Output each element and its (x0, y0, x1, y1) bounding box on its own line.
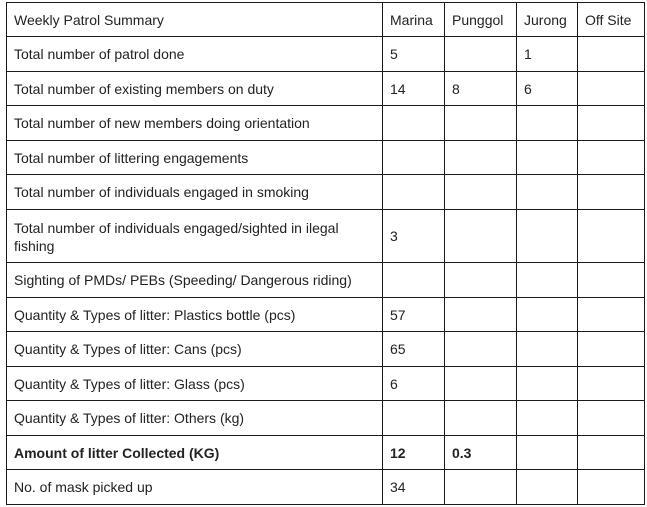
cell-marina (383, 175, 445, 210)
cell-off-site (578, 72, 645, 106)
cell-punggol (445, 37, 517, 72)
row-label: Amount of litter Collected (KG) (7, 436, 383, 470)
table-title: Weekly Patrol Summary (7, 3, 383, 37)
cell-off-site (578, 141, 645, 175)
cell-marina (383, 106, 445, 141)
cell-jurong (517, 367, 578, 401)
cell-punggol (445, 210, 517, 263)
cell-punggol (445, 367, 517, 401)
table-body (7, 3, 645, 505)
cell-marina: 34 (383, 470, 445, 505)
column-header-marina: Marina (383, 3, 445, 37)
cell-marina: 12 (383, 436, 445, 470)
cell-jurong (517, 298, 578, 332)
row-label: Quantity & Types of litter: Others (kg) (7, 401, 383, 436)
cell-jurong (517, 401, 578, 436)
cell-jurong: 1 (517, 37, 578, 72)
cell-punggol (445, 401, 517, 436)
row-label: Total number of patrol done (7, 37, 383, 72)
row-label: Quantity & Types of litter: Cans (pcs) (7, 332, 383, 367)
row-label: Total number of new members doing orientation (7, 106, 383, 141)
cell-marina (383, 401, 445, 436)
table-row (7, 106, 645, 141)
table-row (7, 332, 645, 367)
row-label: No. of mask picked up (7, 470, 383, 505)
cell-jurong (517, 263, 578, 298)
cell-punggol: 0.3 (445, 436, 517, 470)
column-header-jurong: Jurong (517, 3, 578, 37)
cell-jurong: 6 (517, 72, 578, 106)
table-row (7, 72, 645, 106)
cell-off-site (578, 263, 645, 298)
cell-marina: 65 (383, 332, 445, 367)
table-row (7, 367, 645, 401)
row-label: Quantity & Types of litter: Plastics bottle (pcs) (7, 298, 383, 332)
cell-jurong (517, 470, 578, 505)
cell-punggol (445, 332, 517, 367)
cell-off-site (578, 401, 645, 436)
cell-marina: 6 (383, 367, 445, 401)
cell-off-site (578, 470, 645, 505)
cell-off-site (578, 298, 645, 332)
cell-marina: 5 (383, 37, 445, 72)
cell-marina: 57 (383, 298, 445, 332)
row-label: Quantity & Types of litter: Glass (pcs) (7, 367, 383, 401)
table-row (7, 141, 645, 175)
cell-punggol (445, 263, 517, 298)
cell-off-site (578, 106, 645, 141)
cell-jurong (517, 141, 578, 175)
cell-punggol (445, 470, 517, 505)
row-label: Total number of littering engagements (7, 141, 383, 175)
cell-jurong (517, 106, 578, 141)
cell-off-site (578, 367, 645, 401)
table-row (7, 175, 645, 210)
table-row (7, 298, 645, 332)
cell-jurong (517, 332, 578, 367)
cell-off-site (578, 175, 645, 210)
column-header-off-site: Off Site (578, 3, 645, 37)
table-row (7, 263, 645, 298)
table-row (7, 436, 645, 470)
cell-marina: 3 (383, 210, 445, 263)
cell-off-site (578, 332, 645, 367)
cell-marina (383, 141, 445, 175)
table-row (7, 470, 645, 505)
table-row (7, 37, 645, 72)
cell-jurong (517, 210, 578, 263)
cell-punggol (445, 141, 517, 175)
table-row (7, 210, 645, 263)
cell-punggol (445, 298, 517, 332)
cell-punggol: 8 (445, 72, 517, 106)
cell-marina (383, 263, 445, 298)
cell-off-site (578, 436, 645, 470)
cell-marina: 14 (383, 72, 445, 106)
cell-punggol (445, 175, 517, 210)
row-label: Total number of individuals engaged/sighted in ilegal fishing (7, 210, 383, 263)
cell-punggol (445, 106, 517, 141)
cell-off-site (578, 37, 645, 72)
row-label: Total number of individuals engaged in smoking (7, 175, 383, 210)
cell-off-site (578, 210, 645, 263)
row-label: Sighting of PMDs/ PEBs (Speeding/ Dangerous riding) (7, 263, 383, 298)
column-header-punggol: Punggol (445, 3, 517, 37)
weekly-patrol-summary-table (6, 2, 645, 505)
row-label: Total number of existing members on duty (7, 72, 383, 106)
cell-jurong (517, 175, 578, 210)
table-header-row (7, 3, 645, 37)
cell-jurong (517, 436, 578, 470)
table-row (7, 401, 645, 436)
